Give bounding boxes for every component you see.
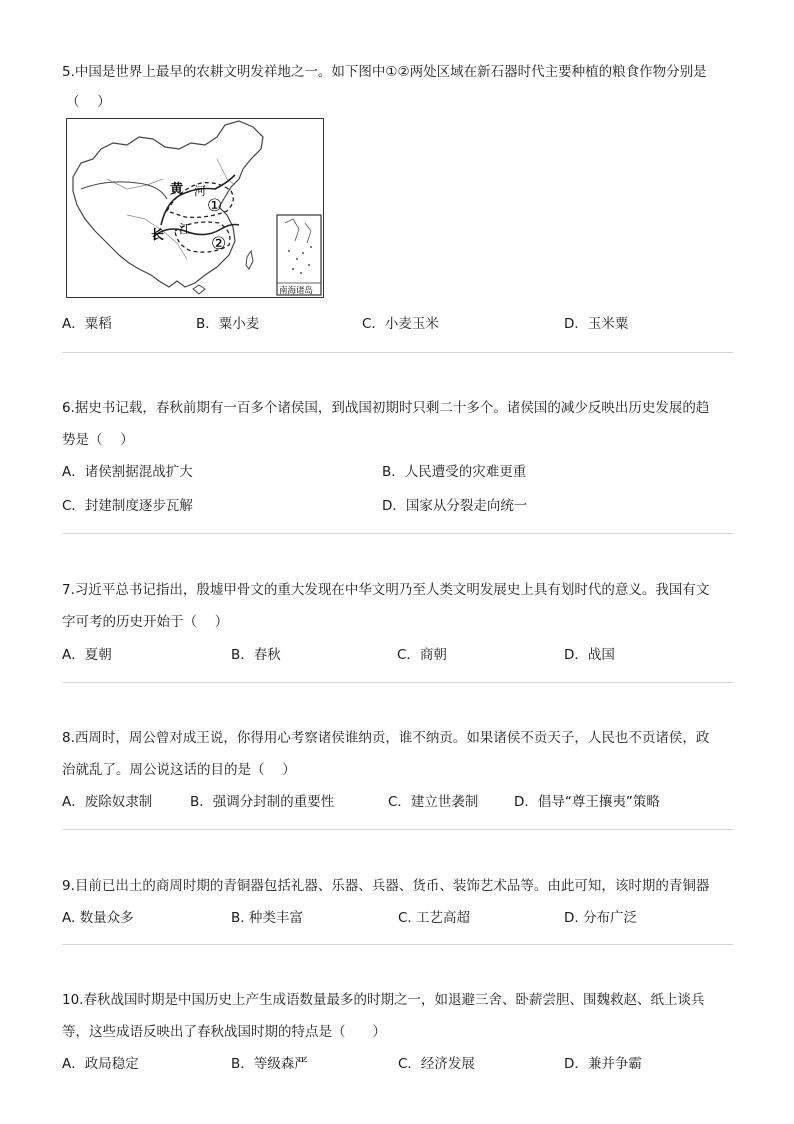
q6-option-b[interactable]: B．人民遭受的灾难更重	[382, 464, 527, 480]
question-6-stem-line-2: 势是（ ）	[62, 432, 134, 448]
q8-option-c[interactable]: C．建立世袭制	[388, 794, 479, 810]
question-5-stem-line-1: 5.中国是世界上最早的农耕文明发祥地之一。如下图中①②两处区域在新石器时代主要种植的粮食作物分别是	[62, 64, 707, 80]
q10-option-c[interactable]: C．经济发展	[398, 1056, 475, 1072]
q7-option-d[interactable]: D．战国	[564, 647, 615, 663]
q5-option-d[interactable]: D．玉米粟	[564, 316, 629, 332]
q8-option-a[interactable]: A．废除奴隶制	[62, 794, 153, 810]
question-10-stem-line-1: 10.春秋战国时期是中国历史上产生成语数量最多的时期之一，如退避三舍、卧薪尝胆、围魏救赵、纸上谈兵	[62, 992, 705, 1008]
q7-option-c[interactable]: C．商朝	[397, 647, 447, 663]
q5-option-a[interactable]: A．粟稻	[62, 316, 112, 332]
map-label-jiang: 江	[179, 222, 192, 236]
question-6-stem-line-1: 6.据史书记载，春秋前期有一百多个诸侯国，到战国初期时只剩二十多个。诸侯国的减少反映出历史发展的趋	[62, 400, 710, 416]
q10-option-d[interactable]: D．兼并争霸	[564, 1056, 642, 1072]
question-divider	[62, 352, 733, 353]
map-label-huang: 黄	[170, 181, 184, 196]
q9-option-b[interactable]: B. 种类丰富	[231, 910, 303, 926]
question-divider	[62, 829, 733, 830]
q9-option-d[interactable]: D. 分布广泛	[564, 910, 637, 926]
q5-option-c[interactable]: C．小麦玉米	[362, 316, 439, 332]
q10-option-b[interactable]: B．等级森严	[231, 1056, 308, 1072]
china-map-figure	[66, 118, 324, 298]
q6-option-a[interactable]: A．诸侯割据混战扩大	[62, 464, 193, 480]
q5-option-b[interactable]: B．粟小麦	[196, 316, 260, 332]
question-divider	[62, 533, 733, 534]
q7-option-a[interactable]: A．夏朝	[62, 647, 112, 663]
q6-option-d[interactable]: D．国家从分裂走向统一	[382, 498, 528, 514]
q8-option-b[interactable]: B．强调分封制的重要性	[190, 794, 335, 810]
question-divider	[62, 944, 733, 945]
question-7-stem-line-2: 字可考的历史开始于（ ）	[62, 614, 229, 630]
map-label-inset: 南海诸岛	[279, 285, 314, 295]
question-7-stem-line-1: 7.习近平总书记指出，殷墟甲骨文的重大发现在中华文明乃至人类文明发展史上具有划时代的意义。我国有文	[62, 582, 710, 598]
q8-option-d[interactable]: D．倡导“尊王攘夷”策略	[514, 794, 660, 810]
q7-option-b[interactable]: B．春秋	[231, 647, 281, 663]
question-8-stem-line-2: 治就乱了。周公说这话的目的是（ ）	[62, 762, 296, 778]
question-9-stem-line-1: 9.目前已出土的商周时期的青铜器包括礼器、乐器、兵器、货币、装饰艺术品等。由此可知，该时期的青铜器	[62, 878, 710, 894]
map-label-he: 河	[194, 184, 207, 198]
map-label-region-2: ②	[211, 234, 227, 253]
question-5-stem-line-2: （ ）	[66, 94, 111, 110]
q9-option-a[interactable]: A. 数量众多	[62, 910, 134, 926]
question-8-stem-line-1: 8.西周时，周公曾对成王说，你得用心考察诸侯谁纳贡，谁不纳贡。如果诸侯不贡天子，人民也不贡诸侯，政	[62, 730, 710, 746]
map-label-region-1: ①	[207, 196, 223, 215]
q10-option-a[interactable]: A．政局稳定	[62, 1056, 139, 1072]
q6-option-c[interactable]: C．封建制度逐步瓦解	[62, 498, 193, 514]
question-10-stem-line-2: 等，这些成语反映出了春秋战国时期的特点是（ ）	[62, 1024, 386, 1040]
map-label-chang: 长	[151, 227, 165, 242]
question-divider	[62, 682, 733, 683]
q9-option-c[interactable]: C. 工艺高超	[398, 910, 471, 926]
china-map-icon	[67, 119, 322, 296]
